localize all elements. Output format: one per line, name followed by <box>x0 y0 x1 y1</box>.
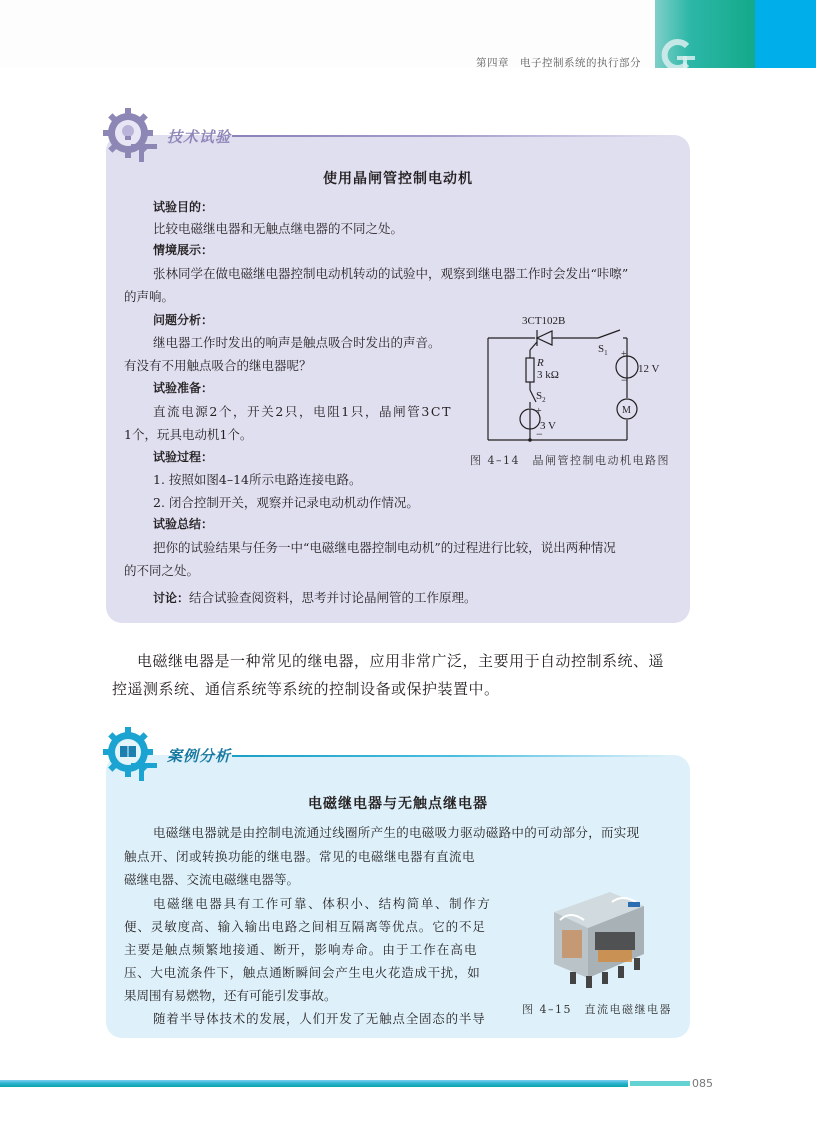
section-text: 有没有不用触点吸合的继电器呢？ <box>124 358 312 373</box>
section-text: 继电器工作时发出的响声是触点吸合时发出的声音。 <box>153 335 441 350</box>
case-text: 压、大电流条件下，触点通断瞬间会产生电火花造成干扰，如 <box>124 965 481 980</box>
section-heading: 试验准备： <box>153 381 214 395</box>
case-text: 触点开、闭或转换功能的继电器。常见的电磁继电器有直流电 <box>124 849 476 864</box>
header-color-block-blue <box>755 0 816 68</box>
case-text: 便、灵敏度高、输入输出电路之间相互隔离等优点。它的不足 <box>124 919 486 934</box>
footer-bar-accent <box>630 1081 690 1086</box>
chapter-header: 第四章 电子控制系统的执行部分 <box>476 57 641 69</box>
section-heading: 问题分析： <box>153 313 214 327</box>
experiment-tab-title: 技术试验 <box>167 128 232 146</box>
gear-book-icon <box>103 727 157 781</box>
thyristor-circuit-diagram <box>480 312 670 447</box>
section-text: 1. 按照如图4–14所示电路连接电路。 <box>153 472 362 487</box>
case-text: 果周围有易燃物，还有可能引发事故。 <box>124 988 337 1003</box>
section-heading: 试验目的： <box>153 200 214 214</box>
section-text: 张林同学在做电磁继电器控制电动机转动的试验中，观察到继电器工作时会发出“咔嚓” <box>153 266 629 281</box>
svg-text:M: M <box>622 405 631 416</box>
body-paragraph-line: 控遥测系统、通信系统等系统的控制设备或保护装置中。 <box>112 680 500 698</box>
case-text: 电磁继电器就是由控制电流通过线圈所产生的电磁吸力驱动磁路中的可动部分，而实现 <box>153 825 640 840</box>
svg-text:S2: $S_2$ <box>536 390 546 404</box>
discussion-text: 结合试验查阅资料，思考并讨论晶闸管的工作原理。 <box>189 590 477 605</box>
section-text: 的不同之处。 <box>124 563 200 578</box>
section-heading: 试验总结： <box>153 517 214 531</box>
svg-text:3 kΩ: 3 kΩ <box>537 369 559 381</box>
footer-bar <box>0 1080 628 1087</box>
section-text: 把你的试验结果与任务一中“电磁继电器控制电动机”的过程进行比较，说出两种情况 <box>153 540 616 555</box>
relay-photo <box>540 880 665 990</box>
case-text: 主要是触点频繁地接通、断开，影响寿命。由于工作在高电 <box>124 942 478 957</box>
section-text: 直流电源2个，开关2只，电阻1只，晶闸管3CT <box>153 404 453 419</box>
svg-text:+: + <box>536 406 542 417</box>
g-logo-icon <box>657 36 697 68</box>
gear-lightbulb-icon <box>103 108 157 162</box>
figure-caption: 图 4–15 直流电磁继电器 <box>522 1003 672 1016</box>
case-title: 电磁继电器与无触点继电器 <box>308 796 488 812</box>
thyristor-label: 3CT102B <box>522 315 566 327</box>
tab-underline <box>232 135 672 137</box>
case-text: 随着半导体技术的发展，人们开发了无触点全固态的半导 <box>153 1011 486 1026</box>
discussion <box>153 587 477 609</box>
case-tab-title: 案例分析 <box>167 747 232 765</box>
svg-text:3 V: 3 V <box>540 420 556 432</box>
discussion-label: 讨论： <box>153 591 190 605</box>
body-paragraph-line: 电磁继电器是一种常见的继电器，应用非常广泛，主要用于自动控制系统、遥 <box>137 652 665 670</box>
tab-underline <box>232 755 672 757</box>
section-text: 1个，玩具电动机1个。 <box>124 427 253 442</box>
experiment-title: 使用晶闸管控制电动机 <box>323 171 473 187</box>
case-text: 磁继电器、交流电磁继电器等。 <box>124 872 300 887</box>
section-text: 比较电磁继电器和无触点继电器的不同之处。 <box>153 221 404 236</box>
svg-text:−: − <box>621 373 628 387</box>
svg-text:S1: $S_1$ <box>598 343 608 357</box>
section-text: 的声响。 <box>124 289 175 304</box>
figure-caption: 图 4–14 晶闸管控制电动机电路图 <box>470 454 670 467</box>
section-heading: 情境展示： <box>153 243 214 257</box>
section-heading: 试验过程： <box>153 450 214 464</box>
svg-text:−: − <box>536 427 543 441</box>
svg-text:12 V: 12 V <box>638 363 660 375</box>
section-text: 2. 闭合控制开关，观察并记录电动机动作情况。 <box>153 495 419 510</box>
svg-text:R: R <box>537 357 544 369</box>
page-number: 085 <box>692 1077 713 1090</box>
case-text: 电磁继电器具有工作可靠、体积小、结构简单、制作方 <box>153 896 492 911</box>
svg-text:+: + <box>621 349 627 360</box>
